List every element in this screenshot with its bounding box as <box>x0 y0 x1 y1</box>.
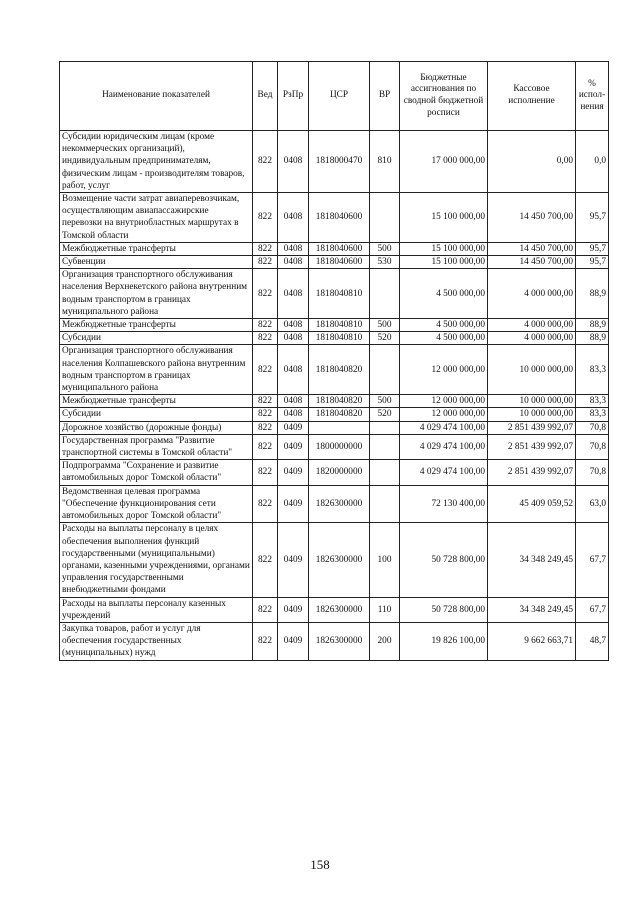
cell-name: Субвенции <box>60 256 253 269</box>
cell-cash: 2 851 439 992,07 <box>488 421 576 434</box>
cell-vr <box>370 434 400 459</box>
cell-csr: 1826300000 <box>309 523 370 597</box>
cell-ved: 822 <box>253 597 278 622</box>
cell-vr <box>370 269 400 319</box>
cell-rzpr: 0408 <box>278 395 309 408</box>
cell-percent: 88,9 <box>576 319 609 332</box>
cell-cash: 4 000 000,00 <box>488 319 576 332</box>
table-row <box>60 319 609 332</box>
cell-assignments: 72 130 400,00 <box>400 485 488 523</box>
cell-vr <box>370 345 400 395</box>
cell-rzpr: 0409 <box>278 597 309 622</box>
cell-vr: 520 <box>370 332 400 345</box>
table-row <box>60 193 609 243</box>
table-row <box>60 622 609 660</box>
cell-rzpr: 0409 <box>278 434 309 459</box>
header-assignments: Бюджетные ассигнования по сводной бюджетной росписи <box>400 62 488 131</box>
cell-name: Межбюджетные трансферты <box>60 319 253 332</box>
cell-rzpr: 0408 <box>278 242 309 255</box>
table-row <box>60 269 609 319</box>
cell-ved: 822 <box>253 193 278 243</box>
table-row <box>60 597 609 622</box>
cell-cash: 9 662 663,71 <box>488 622 576 660</box>
cell-ved: 822 <box>253 622 278 660</box>
cell-csr: 1818040600 <box>309 256 370 269</box>
cell-csr: 1826300000 <box>309 622 370 660</box>
table-row <box>60 434 609 459</box>
table-row <box>60 345 609 395</box>
cell-percent: 70,8 <box>576 421 609 434</box>
cell-percent: 88,9 <box>576 269 609 319</box>
cell-percent: 83,3 <box>576 408 609 421</box>
table-row <box>60 408 609 421</box>
cell-name: Закупка товаров, работ и услуг для обеспечения государственных (муниципальных) нужд <box>60 622 253 660</box>
cell-csr: 1826300000 <box>309 485 370 523</box>
cell-assignments: 4 029 474 100,00 <box>400 434 488 459</box>
cell-cash: 34 348 249,45 <box>488 597 576 622</box>
cell-vr <box>370 421 400 434</box>
cell-vr <box>370 485 400 523</box>
cell-assignments: 15 100 000,00 <box>400 256 488 269</box>
table-row <box>60 523 609 597</box>
cell-ved: 822 <box>253 434 278 459</box>
cell-csr: 1818040820 <box>309 345 370 395</box>
cell-assignments: 4 029 474 100,00 <box>400 460 488 485</box>
cell-csr: 1818040820 <box>309 408 370 421</box>
cell-ved: 822 <box>253 485 278 523</box>
cell-rzpr: 0409 <box>278 523 309 597</box>
cell-cash: 10 000 000,00 <box>488 395 576 408</box>
cell-assignments: 12 000 000,00 <box>400 395 488 408</box>
cell-percent: 88,9 <box>576 332 609 345</box>
cell-percent: 95,7 <box>576 193 609 243</box>
cell-assignments: 15 100 000,00 <box>400 242 488 255</box>
cell-ved: 822 <box>253 395 278 408</box>
cell-cash: 14 450 700,00 <box>488 193 576 243</box>
cell-cash: 4 000 000,00 <box>488 269 576 319</box>
header-name: Наименование показателей <box>60 62 253 131</box>
cell-name: Организация транспортного обслуживания населения Верхнекетского района внутренним водным транспортом в границах муниципального района <box>60 269 253 319</box>
cell-csr: 1800000000 <box>309 434 370 459</box>
cell-vr: 520 <box>370 408 400 421</box>
cell-ved: 822 <box>253 131 278 193</box>
header-cash-execution: Кассовое исполнение <box>488 62 576 131</box>
cell-assignments: 15 100 000,00 <box>400 193 488 243</box>
cell-rzpr: 0408 <box>278 345 309 395</box>
cell-name: Субсидии <box>60 332 253 345</box>
cell-csr: 1818040810 <box>309 319 370 332</box>
cell-percent: 95,7 <box>576 256 609 269</box>
cell-name: Субсидии юридическим лицам (кроме некоммерческих организаций), индивидуальным предпринимателям, физическим лицам - производителям товаров, работ, услуг <box>60 131 253 193</box>
cell-assignments: 50 728 800,00 <box>400 523 488 597</box>
cell-rzpr: 0409 <box>278 485 309 523</box>
table-row <box>60 395 609 408</box>
cell-vr: 500 <box>370 395 400 408</box>
table-row <box>60 332 609 345</box>
cell-cash: 10 000 000,00 <box>488 408 576 421</box>
cell-percent: 48,7 <box>576 622 609 660</box>
cell-rzpr: 0408 <box>278 332 309 345</box>
cell-name: Субсидии <box>60 408 253 421</box>
cell-csr: 1818040810 <box>309 269 370 319</box>
cell-cash: 14 450 700,00 <box>488 242 576 255</box>
cell-assignments: 12 000 000,00 <box>400 408 488 421</box>
cell-percent: 0,0 <box>576 131 609 193</box>
cell-vr: 110 <box>370 597 400 622</box>
cell-vr: 200 <box>370 622 400 660</box>
cell-csr: 1818040600 <box>309 242 370 255</box>
table-row <box>60 421 609 434</box>
cell-cash: 0,00 <box>488 131 576 193</box>
cell-name: Ведомственная целевая программа "Обеспечение функционирования сети автомобильных дорог Томской области" <box>60 485 253 523</box>
table-row <box>60 131 609 193</box>
cell-csr: 1818040810 <box>309 332 370 345</box>
table-row <box>60 485 609 523</box>
table-row <box>60 256 609 269</box>
cell-csr: 1818040820 <box>309 395 370 408</box>
cell-name: Межбюджетные трансферты <box>60 242 253 255</box>
table-row <box>60 460 609 485</box>
cell-ved: 822 <box>253 319 278 332</box>
cell-csr <box>309 421 370 434</box>
cell-assignments: 4 500 000,00 <box>400 269 488 319</box>
cell-name: Расходы на выплаты персоналу казенных учреждений <box>60 597 253 622</box>
cell-rzpr: 0408 <box>278 319 309 332</box>
cell-name: Государственная программа "Развитие транспортной системы в Томской области" <box>60 434 253 459</box>
cell-ved: 822 <box>253 345 278 395</box>
cell-name: Возмещение части затрат авиаперевозчикам, осуществляющим авиапассажирские перевозки на внутриобластных маршрутах в Томской области <box>60 193 253 243</box>
cell-percent: 63,0 <box>576 485 609 523</box>
cell-assignments: 50 728 800,00 <box>400 597 488 622</box>
cell-percent: 67,7 <box>576 597 609 622</box>
cell-assignments: 4 500 000,00 <box>400 319 488 332</box>
cell-assignments: 4 500 000,00 <box>400 332 488 345</box>
header-csr: ЦСР <box>309 62 370 131</box>
cell-ved: 822 <box>253 421 278 434</box>
cell-cash: 10 000 000,00 <box>488 345 576 395</box>
header-rzpr: РзПр <box>278 62 309 131</box>
cell-cash: 45 409 059,52 <box>488 485 576 523</box>
cell-name: Межбюджетные трансферты <box>60 395 253 408</box>
header-percent-execution: % испол-нения <box>576 62 609 131</box>
cell-ved: 822 <box>253 256 278 269</box>
cell-percent: 83,3 <box>576 345 609 395</box>
cell-ved: 822 <box>253 408 278 421</box>
cell-ved: 822 <box>253 460 278 485</box>
cell-ved: 822 <box>253 523 278 597</box>
cell-csr: 1818040600 <box>309 193 370 243</box>
cell-cash: 2 851 439 992,07 <box>488 460 576 485</box>
cell-rzpr: 0409 <box>278 622 309 660</box>
cell-name: Организация транспортного обслуживания населения Колпашевского района внутренним водным транспортом в границах муниципального района <box>60 345 253 395</box>
cell-vr <box>370 193 400 243</box>
table-header-row <box>60 62 609 131</box>
cell-vr: 500 <box>370 242 400 255</box>
cell-percent: 83,3 <box>576 395 609 408</box>
cell-rzpr: 0408 <box>278 269 309 319</box>
budget-execution-table <box>59 61 609 661</box>
cell-rzpr: 0408 <box>278 131 309 193</box>
cell-cash: 4 000 000,00 <box>488 332 576 345</box>
cell-percent: 95,7 <box>576 242 609 255</box>
cell-assignments: 19 826 100,00 <box>400 622 488 660</box>
cell-rzpr: 0408 <box>278 408 309 421</box>
cell-rzpr: 0409 <box>278 421 309 434</box>
cell-csr: 1820000000 <box>309 460 370 485</box>
cell-vr: 810 <box>370 131 400 193</box>
cell-vr: 500 <box>370 319 400 332</box>
cell-name: Подпрограмма "Сохранение и развитие автомобильных дорог Томской области" <box>60 460 253 485</box>
cell-cash: 2 851 439 992,07 <box>488 434 576 459</box>
cell-ved: 822 <box>253 269 278 319</box>
cell-ved: 822 <box>253 332 278 345</box>
cell-vr <box>370 460 400 485</box>
page-number: 158 <box>310 857 330 872</box>
table-row <box>60 242 609 255</box>
cell-assignments: 4 029 474 100,00 <box>400 421 488 434</box>
cell-name: Дорожное хозяйство (дорожные фонды) <box>60 421 253 434</box>
cell-csr: 1818000470 <box>309 131 370 193</box>
cell-rzpr: 0409 <box>278 460 309 485</box>
cell-rzpr: 0408 <box>278 193 309 243</box>
cell-vr: 100 <box>370 523 400 597</box>
cell-cash: 34 348 249,45 <box>488 523 576 597</box>
cell-assignments: 12 000 000,00 <box>400 345 488 395</box>
cell-vr: 530 <box>370 256 400 269</box>
header-vr: ВР <box>370 62 400 131</box>
cell-percent: 67,7 <box>576 523 609 597</box>
cell-csr: 1826300000 <box>309 597 370 622</box>
header-ved: Вед <box>253 62 278 131</box>
cell-assignments: 17 000 000,00 <box>400 131 488 193</box>
cell-ved: 822 <box>253 242 278 255</box>
cell-name: Расходы на выплаты персоналу в целях обеспечения выполнения функций государственными (муниципальными) органами, казенными учреждениями, органами управления государственными внебюджетными фондами <box>60 523 253 597</box>
cell-percent: 70,8 <box>576 434 609 459</box>
cell-cash: 14 450 700,00 <box>488 256 576 269</box>
cell-rzpr: 0408 <box>278 256 309 269</box>
cell-percent: 70,8 <box>576 460 609 485</box>
